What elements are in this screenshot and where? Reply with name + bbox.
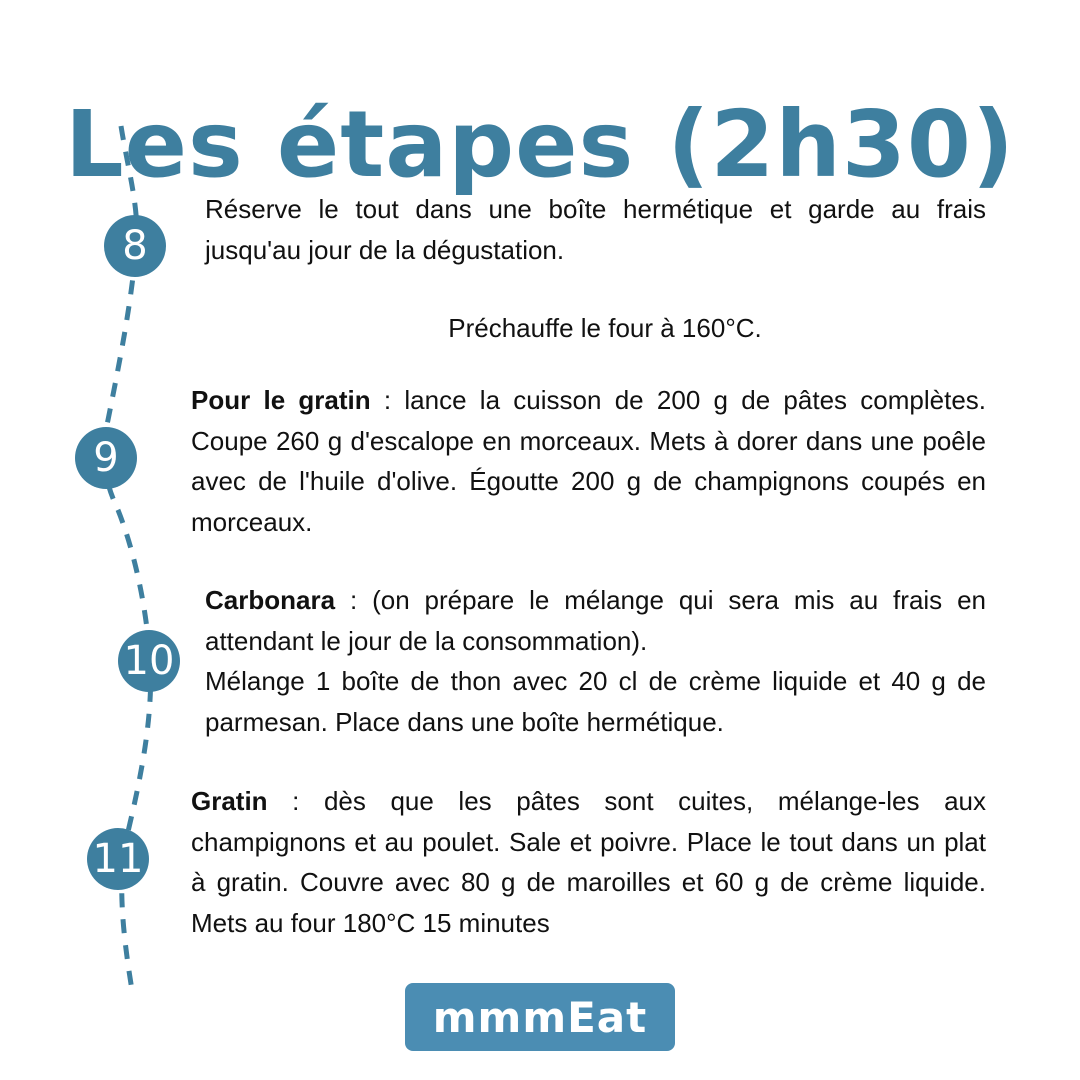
step-number-badge (75, 427, 137, 489)
step-10-intro (205, 580, 986, 661)
page-title: Les étapes (2h30) (65, 90, 1015, 198)
step-number-badge (87, 828, 149, 890)
step-number-badge (118, 630, 180, 692)
step-number-badge (104, 215, 166, 277)
step-10-body: : (on prépare le mélange qui sera mis au frais en attendant le jour de la consommation). (205, 585, 986, 656)
step-10-text (205, 580, 986, 742)
step-11-body: : dès que les pâtes sont cuites, mélange-les aux champignons et au poulet. Sale et poivre. Place le tout dans un plat à gratin. Couvre avec 80 g de maroilles et 60 g de crème liquide. Mets au four 180°C 15 minutes (191, 786, 986, 938)
step-10-instructions (205, 661, 986, 742)
step-8-body: Réserve le tout dans une boîte hermétique et garde au frais jusqu'au jour de la dégustation. (205, 194, 986, 265)
preheat-note-text: Préchauffe le four à 160°C. (448, 313, 762, 343)
step-number: 8 (122, 223, 148, 269)
step-11-text (191, 781, 986, 943)
step-9-text (191, 380, 986, 542)
preheat-note (205, 308, 1005, 348)
step-8-text (205, 189, 986, 270)
step-10-heading: Carbonara (205, 585, 336, 615)
brand-logo (405, 983, 675, 1051)
brand-name: mmmEat (432, 992, 648, 1042)
step-number: 11 (92, 836, 144, 882)
step-10-body-2: Mélange 1 boîte de thon avec 20 cl de crème liquide et 40 g de parmesan. Place dans une boîte hermétique. (205, 666, 986, 737)
step-9-body: : lance la cuisson de 200 g de pâtes complètes. Coupe 260 g d'escalope en morceaux. Mets à dorer dans une poêle avec de l'huile d'olive. Égoutte 200 g de champignons coupés en morceaux. (191, 385, 987, 537)
step-9-heading: Pour le gratin (191, 385, 371, 415)
step-11-heading: Gratin (191, 786, 268, 816)
step-number: 9 (93, 435, 119, 481)
step-number: 10 (123, 638, 175, 684)
